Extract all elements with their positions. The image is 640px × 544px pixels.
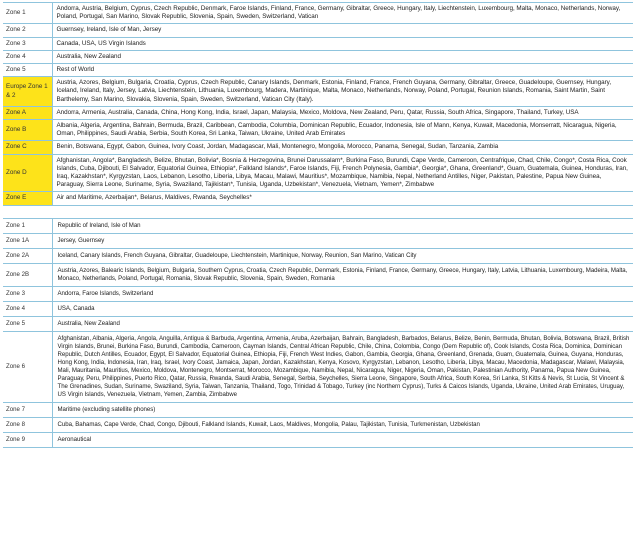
zone-label: Zone 5: [3, 64, 52, 77]
zone-label: Zone 2B: [3, 263, 52, 286]
zone-label: Zone 3: [3, 286, 52, 301]
table-row: [3, 154, 633, 192]
zone-countries: Jersey, Guernsey: [52, 233, 633, 248]
table-row: [3, 263, 633, 286]
zone-label: Zone 4: [3, 301, 52, 316]
table-row: [3, 192, 633, 205]
zone-label: Zone 4: [3, 50, 52, 63]
zone-label: Zone 5: [3, 316, 52, 331]
zone-countries: Canada, USA, US Virgin Islands: [52, 37, 633, 50]
zone-label: Zone 3: [3, 37, 52, 50]
table-row: [3, 141, 633, 154]
table-row: [3, 106, 633, 119]
table-row: [3, 120, 633, 141]
zone-label: Zone 1: [3, 218, 52, 233]
zone-countries: Rest of World: [52, 64, 633, 77]
zone-table-bottom-body: [3, 218, 633, 447]
zone-countries: Iceland, Canary Islands, French Guyana, Gibraltar, Guadeloupe, Liechtenstein, Martinique, Norway, Reunion, San Marino, Vatican City: [52, 248, 633, 263]
table-row: [3, 331, 633, 402]
zone-label: Zone 2: [3, 24, 52, 37]
zone-label: Zone B: [3, 120, 52, 141]
zone-countries: Andorra, Faroe Islands, Switzerland: [52, 286, 633, 301]
table-row: [3, 417, 633, 432]
zone-label: Zone 1: [3, 3, 52, 24]
zone-countries: Cuba, Bahamas, Cape Verde, Chad, Congo, Djibouti, Falkland Islands, Kuwait, Laos, Maldives, Mongolia, Palau, Tajikistan, Tunisia, Turkmenistan, Uzbekistan: [52, 417, 633, 432]
zone-table-bottom: [3, 218, 633, 448]
zone-countries: Albania, Algeria, Argentina, Bahrain, Bermuda, Brazil, Caribbean, Cambodia, Columbia, Dominican Republic, Ecuador, Indonesia, Isle of Mann, Kenya, Kuwait, Macedonia, Monserratt, Nicaragua, Nigeria, Oman, Philippines, Saudi Arabia, Serbia, South Korea, Sri Lanka, Taiwan, Ukraine, United Arab Emirates: [52, 120, 633, 141]
table-row: [3, 316, 633, 331]
zone-label: Zone 7: [3, 402, 52, 417]
zone-countries: Benin, Botswana, Egypt, Gabon, Guinea, Ivory Coast, Jordan, Madagascar, Mali, Montenegro, Mongolia, Morocco, Panama, Senegal, Sudan, Tanzania, Zambia: [52, 141, 633, 154]
table-row: [3, 24, 633, 37]
table-row: [3, 233, 633, 248]
zone-countries: Australia, New Zealand: [52, 316, 633, 331]
zone-label: Zone 2A: [3, 248, 52, 263]
table-row: [3, 432, 633, 447]
table-row: [3, 218, 633, 233]
zone-label: Zone 1A: [3, 233, 52, 248]
table-row: [3, 286, 633, 301]
zone-label: Zone A: [3, 106, 52, 119]
zone-label: Europe Zone 1 & 2: [3, 77, 52, 107]
zone-countries: Republic of Ireland, Isle of Man: [52, 218, 633, 233]
zone-countries: Maritime (excluding satellite phones): [52, 402, 633, 417]
zone-table-top: [3, 2, 633, 206]
zone-label: Zone 8: [3, 417, 52, 432]
zone-label: Zone 9: [3, 432, 52, 447]
table-row: [3, 3, 633, 24]
table-row: [3, 37, 633, 50]
table-row: [3, 64, 633, 77]
zone-countries: Andorra, Austria, Belgium, Cyprus, Czech Republic, Denmark, Faroe Islands, Finland, France, Germany, Gibraltar, Greece, Hungary, Italy, Liechtenstein, Luxembourg, Malta, Monaco, Netherlands, Norway, Poland, Portugal, San Marino, Slovak Republic, Slovenia, Spain, Sweden, Switzerland, Vatican: [52, 3, 633, 24]
zone-countries: Guernsey, Ireland, Isle of Man, Jersey: [52, 24, 633, 37]
zone-label: Zone D: [3, 154, 52, 192]
table-row: [3, 402, 633, 417]
zone-countries: Afghanistan, Albania, Algeria, Angola, Anguilla, Antigua & Barbuda, Argentina, Armenia, Aruba, Azerbaijan, Bahrain, Bangladesh, Barbados, Belarus, Belize, Benin, Bermuda, Bhutan, Bolivia, Botswana, Brazil, British Virgin Islands, Brunei, Burkina Faso, Burundi, Cambodia, Cameroon, Cayman Islands, Central African Republic, Chile, China, Colombia, Congo (Dem Republic of), Cook Islands, Costa Rica, Dominica, Dominican Republic, Dutch Antilles, Ecuador, Egypt, El Salvador, Equatorial Guinea, Ethiopia, Fiji, French West Indies, Gabon, Gambia, Georgia, Ghana, Greenland, Grenada, Guam, Guatemala, Guinea, Guyana, Honduras, Hong Kong, India, Indonesia, Iran, Iraq, Israel, Ivory Coast, Jamaica, Japan, Jordan, Kazakhstan, Kenya, Kosovo, Kyrgyzstan, Lebanon, Lesotho, Liberia, Libya, Macau, Macedonia, Madagascar, Malawi, Malaysia, Mali, Mauritania, Mauritius, Mexico, Moldova, Montenegro, Montserrat, Morocco, Mozambique, Namibia, Nepal, Nicaragua, Niger, Nigeria, Oman, Pakistan, Palestinian Authority, Panama, Papua New Guinea, Paraguay, Peru, Philippines, Puerto Rico, Qatar, Russia, Rwanda, Saudi Arabia, Senegal, Serbia, Seychelles, Sierra Leone, Singapore, South Africa, South Korea, Sri Lanka, St Kitts & Nevis, St Lucia, St Vincent & The Grenadines, Sudan, Suriname, Swaziland, Syria, Taiwan, Tanzania, Thailand, Togo, Trinidad & Tobago, Turkey (inc Northern Cyprus), Turks & Caicos Islands, Uganda, Ukraine, United Arab Emirates, Uruguay, US Virgin Islands, Venezuela, Vietnam, Yemen, Zambia, Zimbabwe: [52, 331, 633, 402]
zone-countries: Andorra, Armenia, Australia, Canada, China, Hong Kong, India, Israel, Japan, Malaysia, Mexico, Moldova, New Zealand, Peru, Qatar, Russia, South Africa, Singapore, Thailand, Turkey, USA: [52, 106, 633, 119]
table-row: [3, 248, 633, 263]
zone-countries: Austria, Azores, Balearic Islands, Belgium, Bulgaria, Southern Cyprus, Croatia, Czech Republic, Denmark, Estonia, Finland, France, Germany, Greece, Hungary, Italy, Latvia, Lithuania, Luxembourg, Madeira, Malta, Monaco, Netherlands, Poland, Portugal, Romania, Slovak Republic, Slovenia, Spain, Sweden, Romania: [52, 263, 633, 286]
table-row: [3, 301, 633, 316]
table-row: [3, 77, 633, 107]
zone-countries: Afghanistan, Angola*, Bangladesh, Belize, Bhutan, Bolivia*, Bosnia & Herzegovina, Brunei Darussalam*, Burkina Faso, Burundi, Cape Verde, Cameroon, Centrafrique, Chad, Chile, Congo*, Costa Rica, Cook Islands, Cuba, Djibouti, El Salvador, Equatorial Guinea, Ethiopia*, Falkland Islands*, Faroe Islands, Fiji, French Polynesia, Gambia*, Georgia*, Ghana, Greenland*, Guam, Guatemala, Guinea, Honduras, Iran, Iraq, Kazakhstan*, Kyrgyzstan, Laos, Lebanon, Lesotho, Liberia, Libya, Macau, Malawi, Mauritius*, Mozambique, Namibia, Nepal, Netherland Antilles, Niger, Pakistan, Palestine, Papua New Guinea, Paraguay, Sierra Leone, Suriname, Syria, Swaziland, Tajikistan*, Tunisia, Uganda, Uzbekistan*, Venezuela, Vietnam, Yemen*, Zimbabwe: [52, 154, 633, 192]
zone-label: Zone 6: [3, 331, 52, 402]
zone-countries: USA, Canada: [52, 301, 633, 316]
zone-label: Zone E: [3, 192, 52, 205]
zone-countries: Aeronautical: [52, 432, 633, 447]
zone-countries: Air and Maritime, Azerbaijan*, Belarus, Maldives, Rwanda, Seychelles*: [52, 192, 633, 205]
table-spacer: [0, 206, 640, 218]
zone-countries: Australia, New Zealand: [52, 50, 633, 63]
zone-countries: Austria, Azores, Belgium, Bulgaria, Croatia, Cyprus, Czech Republic, Canary Islands, Denmark, Estonia, Finland, France, French Guyana, Germany, Gibraltar, Greece, Guadeloupe, Guernsey, Hungary, Iceland, Ireland, Italy, Jersey, Latvia, Liechtenstein, Lithuania, Luxembourg, Madera, Martinique, Malta, Monaco, Netherlands, Norway, Poland, Portugal, Reunion Islands, Romania, Saint Martin, Saint Barthelemy, San Marino, Slovakia, Slovenia, Spain, Sweden, Switzerland, Vatican City (Italy).: [52, 77, 633, 107]
table-row: [3, 50, 633, 63]
zone-table-top-body: [3, 3, 633, 206]
zone-label: Zone C: [3, 141, 52, 154]
